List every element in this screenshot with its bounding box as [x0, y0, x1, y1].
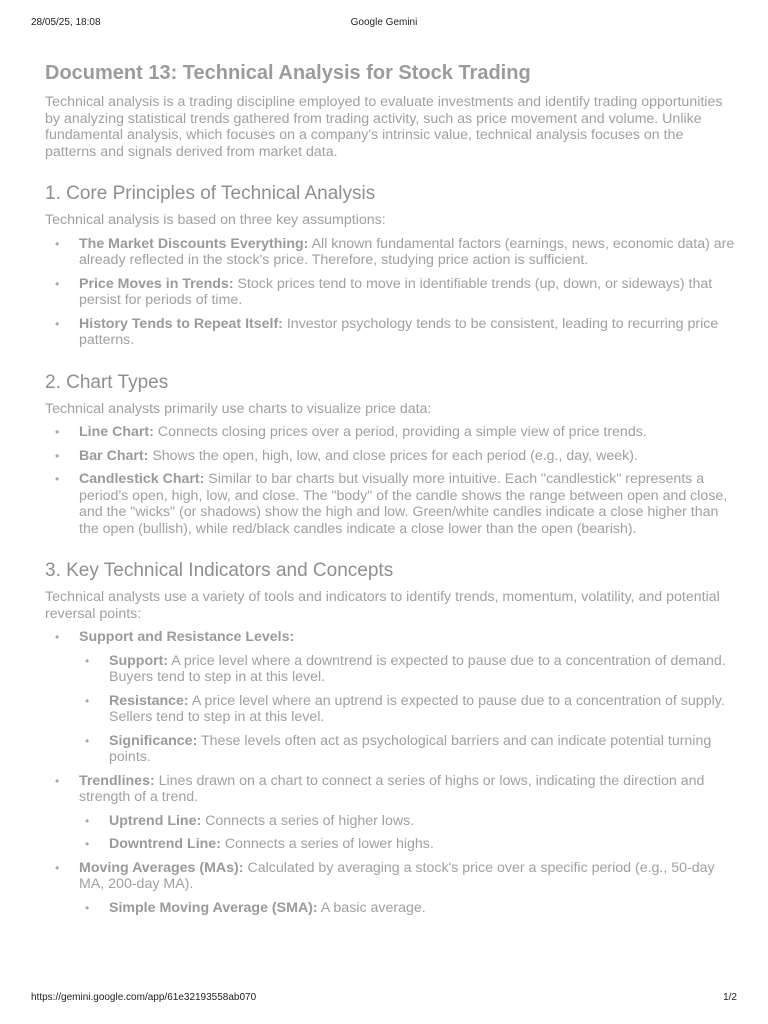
- moving-averages-sublist: [79, 900, 735, 917]
- item-term: Bar Chart:: [79, 447, 149, 464]
- page-number: 1/2: [723, 992, 737, 1003]
- document-title: Document 13: Technical Analysis for Stock Trading: [45, 62, 531, 84]
- core-principles-list: [55, 236, 735, 349]
- list-item: [55, 424, 735, 441]
- item-text: Investor psychology tends to be consistent, leading to recurring price patterns.: [79, 315, 719, 348]
- sub-list-item: [79, 733, 735, 766]
- item-term: The Market Discounts Everything:: [79, 235, 309, 252]
- item-term: Simple Moving Average (SMA):: [109, 899, 318, 916]
- item-text: A basic average.: [317, 899, 426, 916]
- section-heading-indicators: 3. Key Technical Indicators and Concepts: [45, 560, 394, 581]
- item-text: A price level where an uptrend is expected to pause due to a concentration of supply. Sellers tend to step in at this level.: [109, 692, 725, 725]
- section-heading-chart-types: 2. Chart Types: [45, 371, 169, 393]
- item-term: Price Moves in Trends:: [79, 275, 234, 292]
- item-term: Trendlines:: [79, 772, 155, 789]
- item-term: Support and Resistance Levels:: [79, 629, 295, 645]
- section-lead: Technical analysis is based on three key assumptions:: [45, 212, 386, 228]
- item-term: Uptrend Line:: [109, 812, 202, 829]
- list-item: [55, 276, 735, 309]
- document-content: [45, 60, 735, 916]
- chart-types-list: [55, 424, 735, 537]
- item-term: History Tends to Repeat Itself:: [79, 315, 283, 332]
- print-url: https://gemini.google.com/app/61e32193558ab070: [31, 992, 257, 1003]
- list-item-support-resistance: [55, 629, 735, 766]
- list-item: [55, 448, 735, 465]
- item-term: Candlestick Chart:: [79, 471, 205, 487]
- item-text: Connects closing prices over a period, providing a simple view of price trends.: [153, 424, 647, 440]
- item-text: These levels often act as psychological barriers and can indicate potential turning points.: [109, 732, 712, 765]
- list-item-moving-averages: [55, 860, 735, 917]
- item-text: Similar to bar charts but visually more intuitive. Each "candlestick" represents a period's open, high, low, and close. The "body" of the candle shows the range between open and close, and the "wicks" (or shadows) show the high and low. Green/white candles indicate a close higher than the open (bullish), while red/black candles indicate a close lower than the open (bearish).: [79, 471, 728, 537]
- item-text: All known fundamental factors (earnings, news, economic data) are already reflected in the stock's price. Therefore, studying price action is sufficient.: [79, 235, 735, 268]
- list-item: [55, 236, 735, 269]
- support-resistance-sublist: [79, 653, 735, 766]
- print-page-title: Google Gemini: [350, 17, 418, 28]
- item-text: Stock prices tend to move in identifiable trends (up, down, or sideways) that persist for periods of time.: [79, 275, 713, 308]
- item-term: Significance:: [109, 732, 198, 749]
- sub-list-item: [79, 653, 735, 686]
- indicators-list: [55, 629, 735, 916]
- sub-list-item: [79, 900, 735, 917]
- list-item-trendlines: [55, 773, 735, 853]
- list-item: [55, 471, 735, 537]
- item-text: Lines drawn on a chart to connect a series of highs or lows, indicating the direction and strength of a trend.: [79, 772, 705, 805]
- item-term: Downtrend Line:: [109, 836, 221, 852]
- sub-list-item: [79, 813, 735, 830]
- item-term: Resistance:: [109, 692, 189, 709]
- intro-paragraph: Technical analysis is a trading discipline employed to evaluate investments and identify trading opportunities by analyzing statistical trends gathered from trading activity, such as price movement and volume. Unlike fundamental analysis, which focuses on a company's intrinsic value, technical analysis focuses on the patterns and signals derived from market data.: [45, 94, 723, 160]
- section-lead: Technical analysts primarily use charts to visualize price data:: [45, 400, 432, 417]
- item-term: Moving Averages (MAs):: [79, 859, 244, 876]
- item-term: Support:: [109, 652, 169, 669]
- sub-list-item: [79, 836, 735, 853]
- sub-list-item: [79, 693, 735, 726]
- item-text: Shows the open, high, low, and close prices for each period (e.g., day, week).: [148, 447, 638, 464]
- item-text: Connects a series of higher lows.: [201, 812, 415, 829]
- print-date: 28/05/25, 18:08: [31, 17, 101, 28]
- list-item: [55, 316, 735, 349]
- trendlines-sublist: [79, 813, 735, 853]
- section-heading-core-principles: 1. Core Principles of Technical Analysis: [45, 183, 376, 204]
- item-term: Line Chart:: [79, 424, 154, 440]
- item-text: Calculated by averaging a stock's price over a specific period (e.g., 50-day MA, 200-day MA).: [79, 859, 715, 892]
- section-lead: Technical analysts use a variety of tools and indicators to identify trends, momentum, volatility, and potential reversal points:: [45, 589, 720, 622]
- print-header: [31, 17, 737, 31]
- item-text: A price level where a downtrend is expected to pause due to a concentration of demand. Buyers tend to step in at this level.: [109, 652, 726, 685]
- item-text: Connects a series of lower highs.: [220, 836, 434, 852]
- print-footer: [31, 992, 737, 1006]
